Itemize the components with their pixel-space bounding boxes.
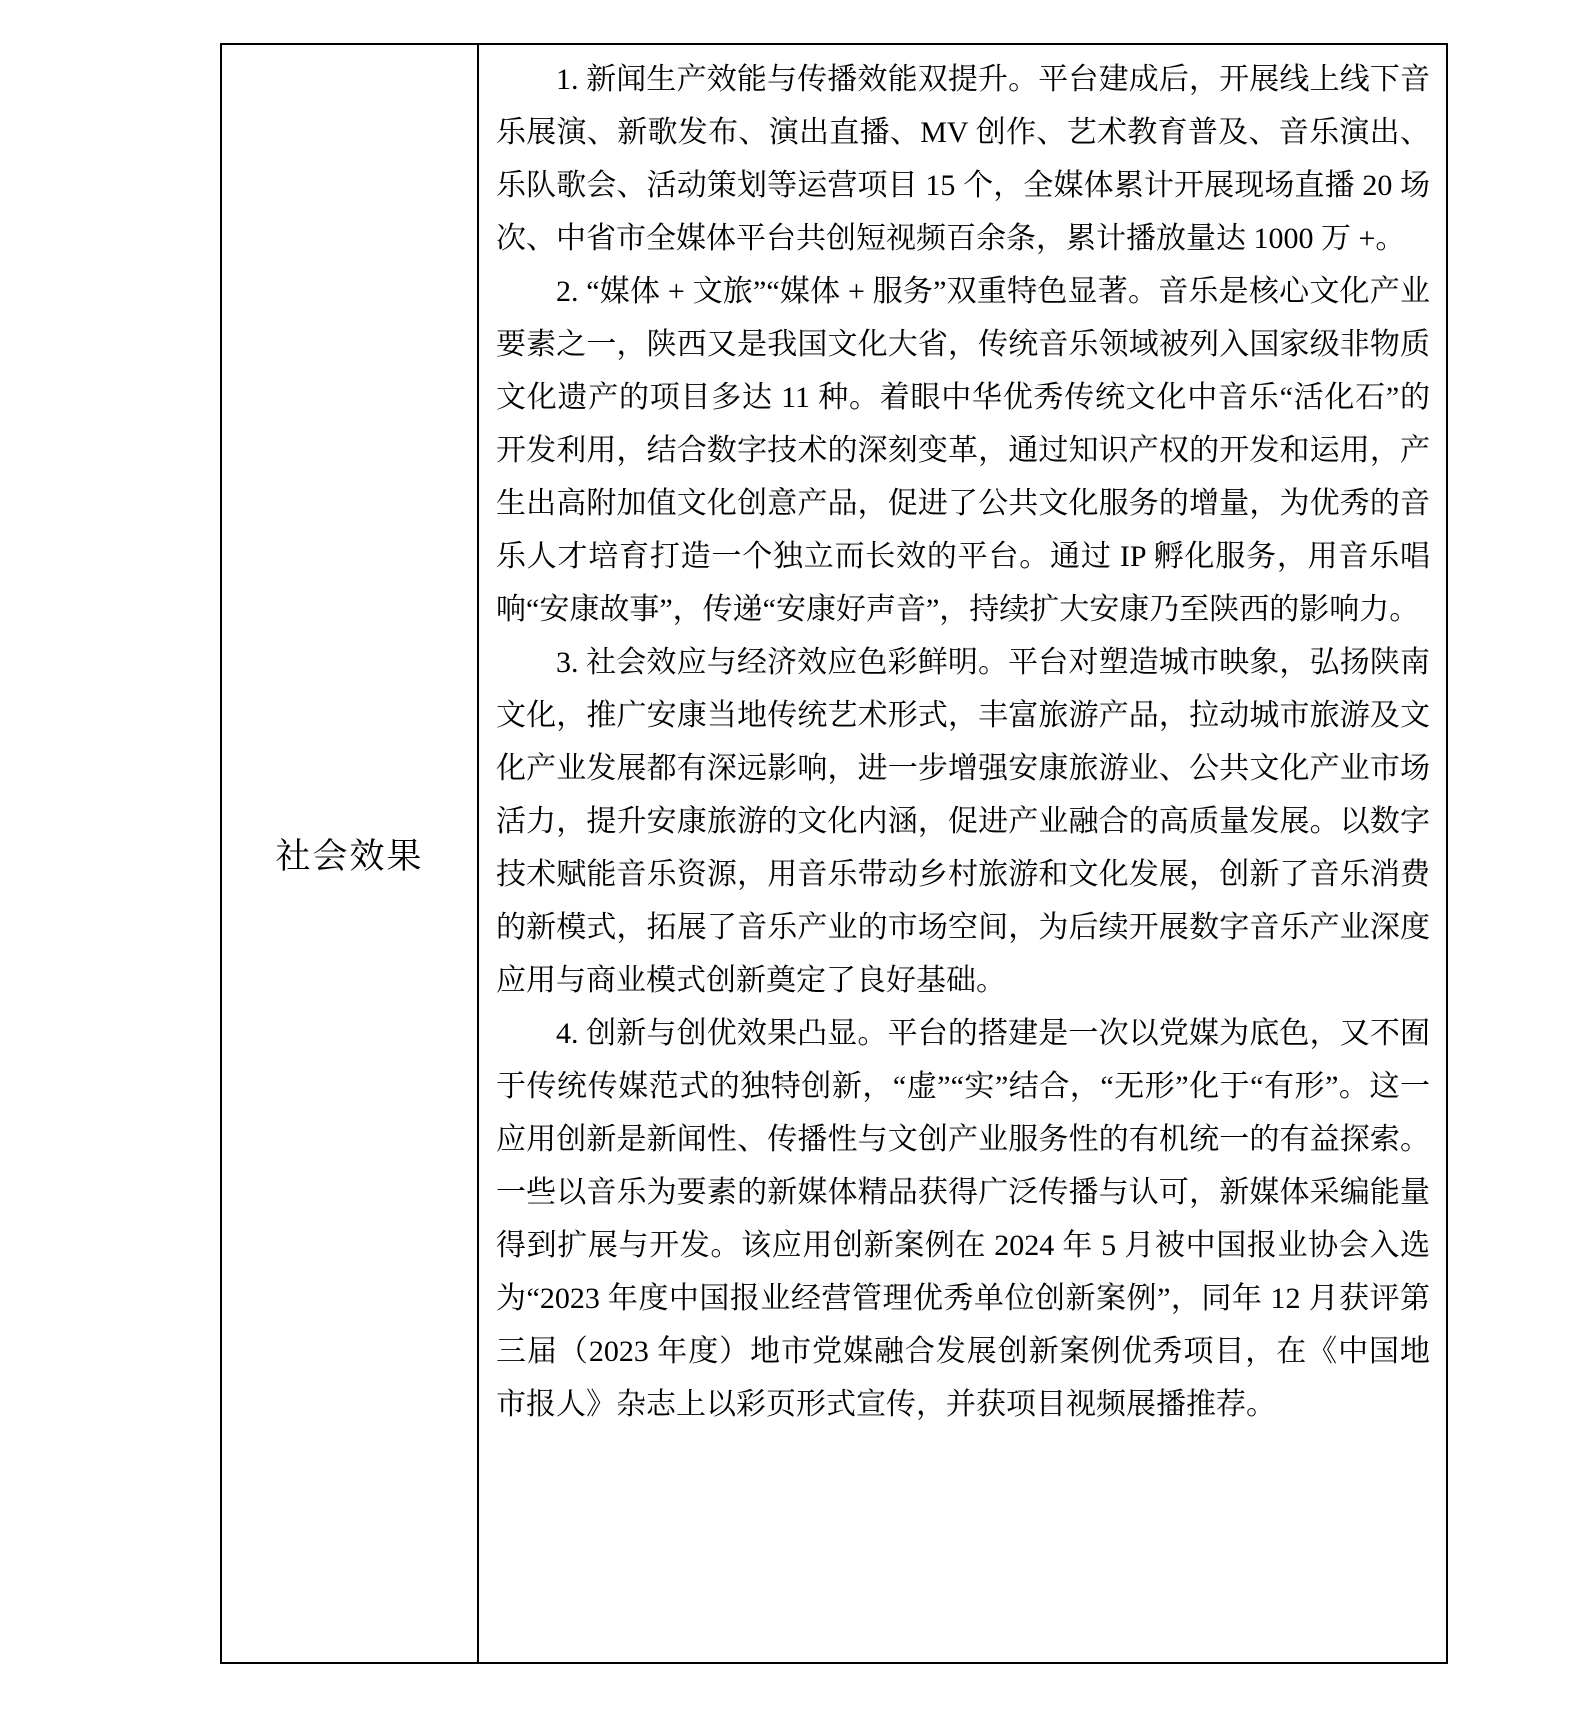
row-header-label: 社会效果: [275, 836, 424, 876]
paragraph-social-economic-effects: 3. 社会效应与经济效应色彩鲜明。平台对塑造城市映象，弘扬陕南文化，推广安康当地传统艺术形式，丰富旅游产品，拉动城市旅游及文化产业发展都有深远影响，进一步增强安康旅游业、公共文化产业市场活力，提升安康旅游的文化内涵，促进产业融合的高质量发展。以数字技术赋能音乐资源，用音乐带动乡村旅游和文化发展，创新了音乐消费的新模式，拓展了音乐产业的市场空间，为后续开展数字音乐产业深度应用与商业模式创新奠定了良好基础。: [496, 646, 1430, 997]
row-header-cell: [222, 45, 479, 1662]
social-effect-table-row: [220, 43, 1448, 1664]
content-cell: [479, 45, 1446, 1662]
paragraph-media-culture-service-features: 2. “媒体 + 文旅”“媒体 + 服务”双重特色显著。音乐是核心文化产业要素之一，陕西又是我国文化大省，传统音乐领域被列入国家级非物质文化遗产的项目多达 11 种。着眼中华优秀传统文化中音乐“活化石”的开发利用，结合数字技术的深刻变革，通过知识产权的开发和运用，产生出高附加值文化创意产品，促进了公共文化服务的增量，为优秀的音乐人才培育打造一个独立而长效的平台。通过 IP 孵化服务，用音乐唱响“安康故事”，传递“安康好声音”，持续扩大安康乃至陕西的影响力。: [496, 275, 1430, 626]
paragraph-news-production-gains: 1. 新闻生产效能与传播效能双提升。平台建成后，开展线上线下音乐展演、新歌发布、演出直播、MV 创作、艺术教育普及、音乐演出、乐队歌会、活动策划等运营项目 15 个，全媒体累计开展现场直播 20 场次、中省市全媒体平台共创短视频百余条，累计播放量达 1000 万 +。: [496, 63, 1430, 255]
paragraph-innovation-awards: 4. 创新与创优效果凸显。平台的搭建是一次以党媒为底色，又不囿于传统传媒范式的独特创新，“虚”“实”结合，“无形”化于“有形”。这一应用创新是新闻性、传播性与文创产业服务性的有机统一的有益探索。一些以音乐为要素的新媒体精品获得广泛传播与认可，新媒体采编能量得到扩展与开发。该应用创新案例在 2024 年 5 月被中国报业协会入选为“2023 年度中国报业经营管理优秀单位创新案例”，同年 12 月获评第三届（2023 年度）地市党媒融合发展创新案例优秀项目，在《中国地市报人》杂志上以彩页形式宣传，并获项目视频展播推荐。: [496, 1017, 1430, 1421]
